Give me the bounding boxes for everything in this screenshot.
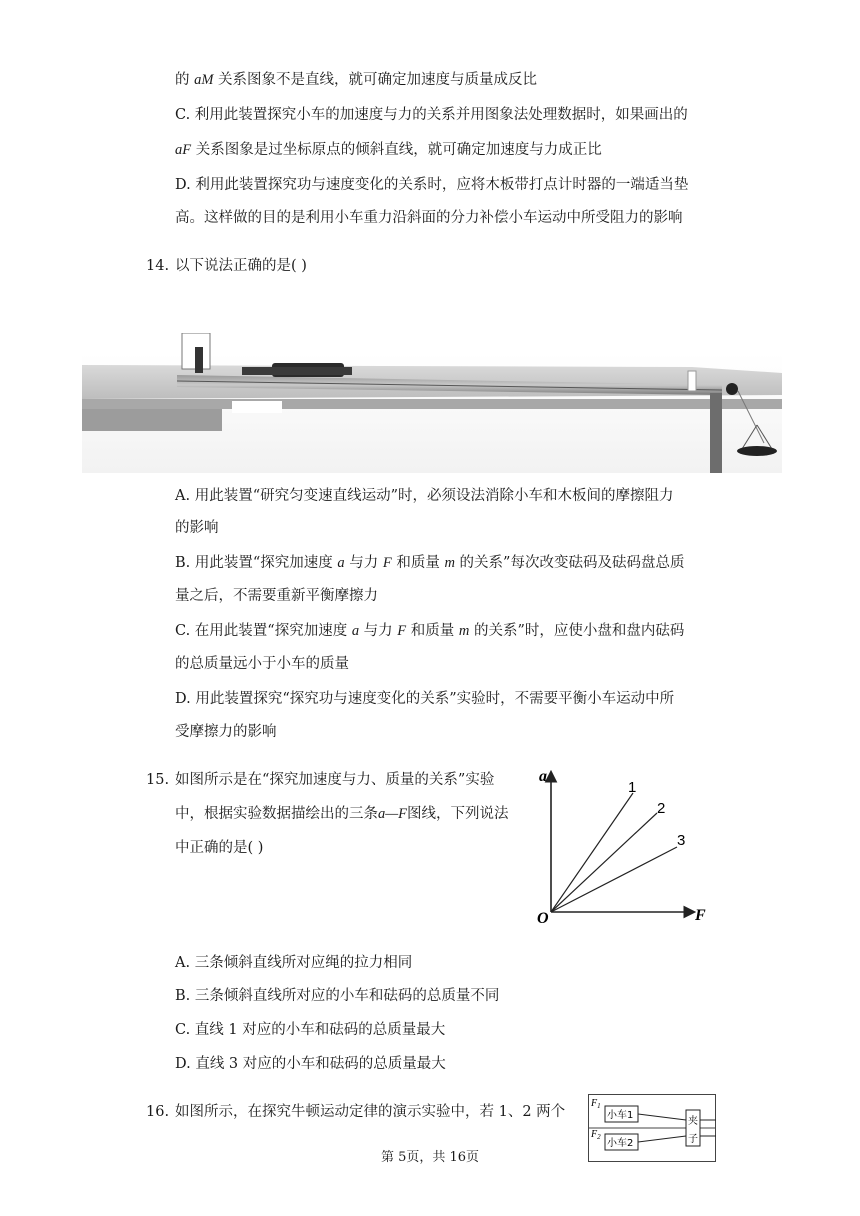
q14-option-d: D. 用此装置探究“探究功与速度变化的关系”实验时，不需要平衡小车运动中所 [175,691,675,707]
q14-option-a: A. 用此装置“研究匀变速直线运动”时，必须设法消除小车和木板间的摩擦阻力 [175,488,674,504]
graph-line-3 [551,847,677,912]
f1-label: $F_1$ [591,1098,601,1110]
line-3-label: 3 [677,832,686,849]
q14-option-a-cont: 的影响 [175,520,219,536]
q14-option-b: B. 用此装置“探究加速度 a 与力 F 和质量 m 的关系”每次改变砝码及砝码盘总质 [175,555,685,571]
car1-label: 小车1 [607,1110,634,1121]
graph-line-1 [551,793,633,912]
line-1-label: 1 [628,779,637,796]
q14-option-c: C. 在用此装置“探究加速度 a 与力 F 和质量 m 的关系”时，应使小盘和盘内砝码 [175,623,685,639]
apparatus-photo [82,333,782,473]
a-f-graph [535,765,725,930]
line-2-label: 2 [657,800,666,817]
clamp-label-top: 夹 [688,1116,698,1127]
q14-number: 14. [146,258,170,274]
q14-stem: 以下说法正确的是( ) [175,258,307,274]
page-footer: 第 5页，共 16页 [380,1150,480,1165]
f2-label: $F_2$ [591,1129,601,1141]
q15-option-b: B. 三条倾斜直线所对应的小车和砝码的总质量不同 [175,988,500,1004]
graph-line-2 [551,813,657,912]
q13-option-d: D. 利用此装置探究功与速度变化的关系时，应将木板带打点计时器的一端适当垫 [175,177,689,193]
car2-label: 小车2 [607,1138,634,1149]
q15-number: 15. [146,772,170,788]
q15-stem: 如图所示是在“探究加速度与力、质量的关系”实验 [175,772,495,788]
clamp-label-bottom: 子 [688,1134,698,1145]
x-axis-label: F [695,907,706,924]
y-axis-label: a [539,768,547,785]
q14-option-c-cont: 的总质量远小于小车的质量 [175,656,349,672]
q15-stem-cont2: 中正确的是( ) [175,840,264,856]
q16-number: 16. [146,1104,170,1120]
origin-label: O [537,910,549,927]
q13-text-line: 的 aM 关系图象不是直线，就可确定加速度与质量成反比 [175,72,538,88]
q14-option-b-cont: 量之后，不需要重新平衡摩擦力 [175,588,378,604]
q13-option-d-cont: 高。这样做的目的是利用小车重力沿斜面的分力补偿小车运动中所受阻力的影响 [175,210,683,226]
q15-stem-cont: 中，根据实验数据描绘出的三条a—F图线，下列说法 [175,806,509,822]
q13-option-c-cont: aF 关系图象是过坐标原点的倾斜直线，就可确定加速度与力成正比 [175,142,602,158]
q15-option-d: D. 直线 3 对应的小车和砝码的总质量最大 [175,1056,446,1072]
q16-stem: 如图所示，在探究牛顿运动定律的演示实验中，若 1、2 两个 [175,1104,566,1120]
q14-option-d-cont: 受摩擦力的影响 [175,724,277,740]
q15-option-c: C. 直线 1 对应的小车和砝码的总质量最大 [175,1022,446,1038]
q15-option-a: A. 三条倾斜直线所对应绳的拉力相同 [175,955,413,971]
q13-option-c: C. 利用此装置探究小车的加速度与力的关系并用图象法处理数据时，如果画出的 [175,107,688,123]
